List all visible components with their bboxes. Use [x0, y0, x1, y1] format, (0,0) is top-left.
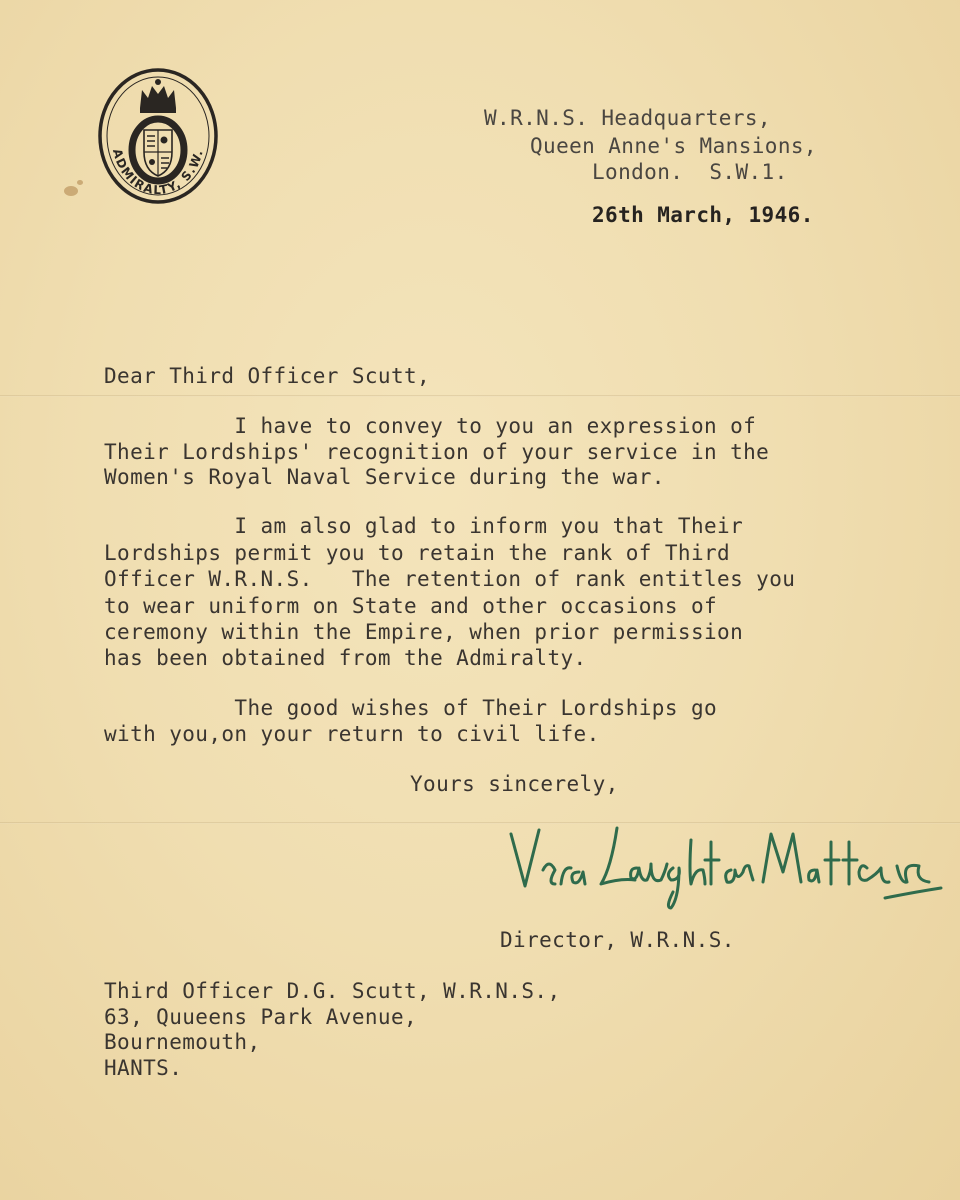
body-line: Their Lordships' recognition of your service in the: [104, 440, 770, 464]
body-line: Women's Royal Naval Service during the war.: [104, 465, 665, 489]
signatory-title: Director, W.R.N.S.: [500, 928, 735, 952]
body-line: I am also glad to inform you that Their: [104, 514, 744, 538]
body-line: with you,on your return to civil life.: [104, 722, 600, 746]
body-line: Lordships permit you to retain the rank of Third: [104, 541, 731, 565]
body-line: has been obtained from the Admiralty.: [104, 646, 587, 670]
body-line: The good wishes of Their Lordships go: [104, 696, 718, 720]
salutation: Dear Third Officer Scutt,: [104, 364, 431, 388]
admiralty-seal: [96, 66, 220, 206]
paper-stain: [64, 186, 78, 196]
paper-stain: [77, 180, 83, 185]
body-line: I have to convey to you an expression of: [104, 414, 757, 438]
sender-address-line: London. S.W.1.: [592, 160, 788, 184]
handwritten-signature: [505, 820, 945, 920]
body-line: ceremony within the Empire, when prior permission: [104, 620, 744, 644]
recipient-address-line: Bournemouth,: [104, 1030, 261, 1054]
seal-ring-text: ADMIRALTY, S.W.: [109, 147, 206, 198]
closing: Yours sincerely,: [410, 772, 619, 796]
sender-address-line: W.R.N.S. Headquarters,: [484, 106, 771, 130]
recipient-address-line: Third Officer D.G. Scutt, W.R.N.S.,: [104, 979, 561, 1003]
recipient-address-line: HANTS.: [104, 1056, 183, 1080]
paper-fold-upper: [0, 395, 960, 397]
body-line: to wear uniform on State and other occasions of: [104, 594, 718, 618]
letter-date: 26th March, 1946.: [592, 203, 814, 227]
recipient-address-line: 63, Quueens Park Avenue,: [104, 1005, 418, 1029]
sender-address-line: Queen Anne's Mansions,: [530, 134, 817, 158]
body-line: Officer W.R.N.S. The retention of rank entitles you: [104, 567, 796, 591]
